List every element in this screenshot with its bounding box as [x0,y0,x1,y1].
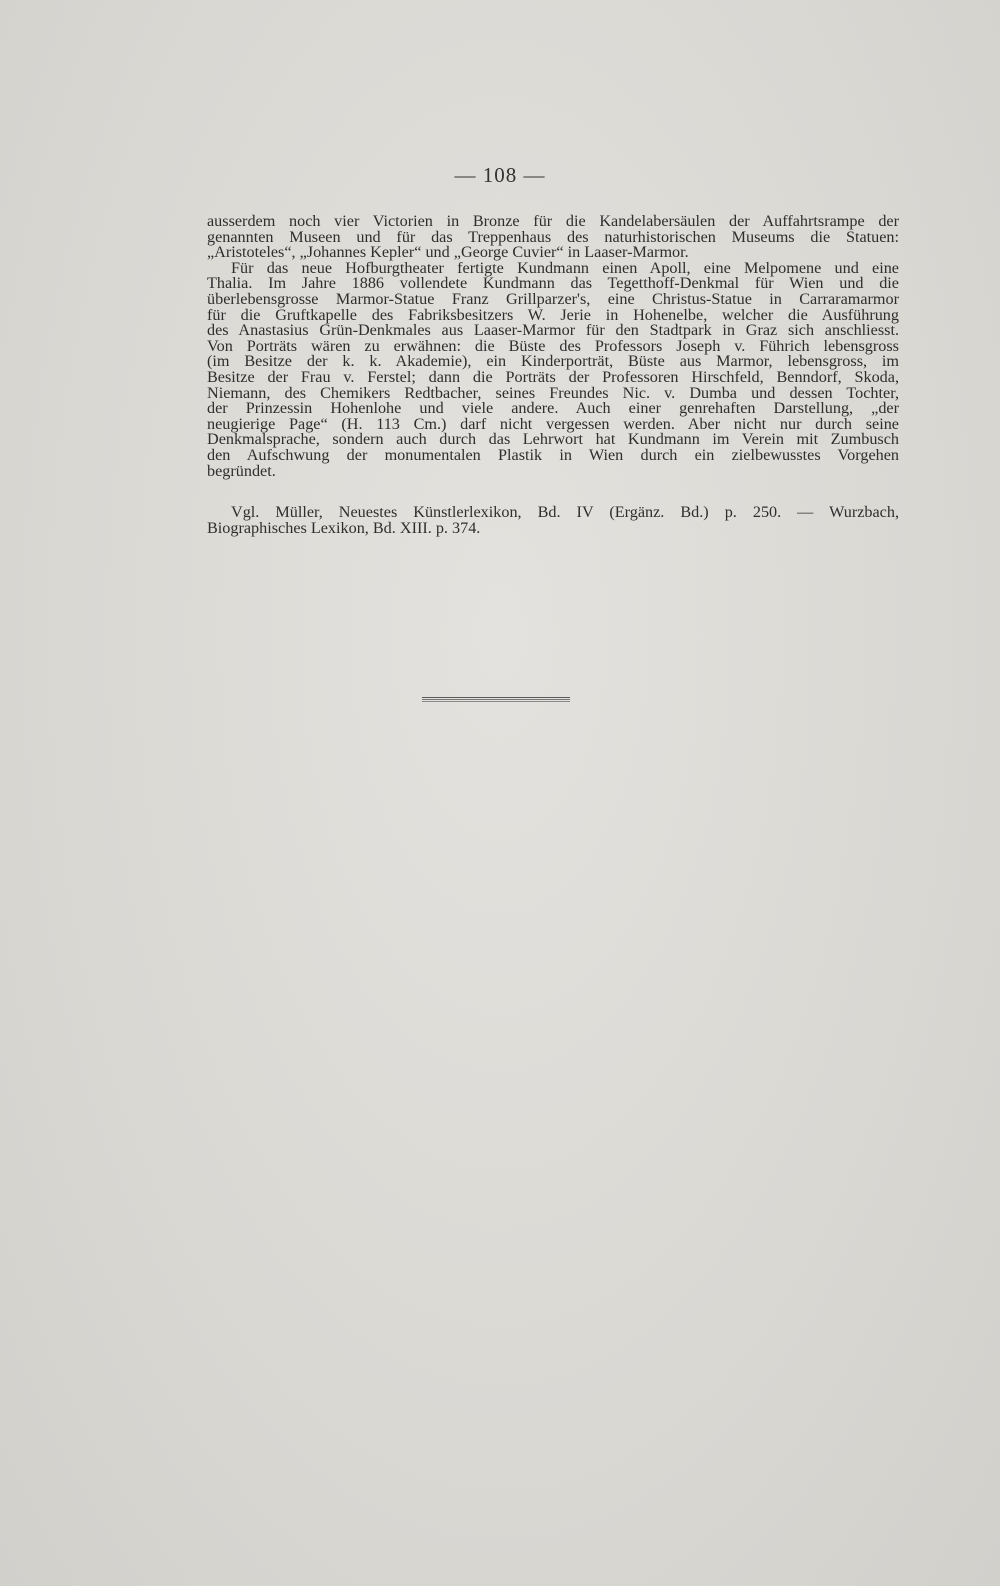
text-line: (im Besitze der k. k. Akademie), ein Kinderporträt, Büste aus Marmor, lebensgross, im [207,352,899,371]
text-line: Besitze der Frau v. Ferstel; dann die Porträts der Professoren Hirschfeld, Benndorf, Skoda, [207,367,899,386]
text-line: überlebensgrosse Marmor-Statue Franz Grillparzer's, eine Christus-Statue in Carraramarmor [207,289,899,308]
page-number: — 108 — [454,163,546,187]
rule-line [422,697,570,698]
reference-line: Vgl. Müller, Neuestes Künstlerlexikon, Bd. IV (Ergänz. Bd.) p. 250. — Wurzbach, [231,503,899,521]
text-line: ausserdem noch vier Victorien in Bronze für die Kandelabersäulen der Auffahrtsrampe der [207,212,899,230]
reference-line: Biographisches Lexikon, Bd. XIII. p. 374. [207,518,481,537]
closing-rule-ornament [422,697,570,703]
text-line: Niemann, des Chemikers Redtbacher, seines Freundes Nic. v. Dumba und dessen Tochter, [207,383,899,402]
rule-line [422,699,570,700]
text-line: für die Gruftkapelle des Fabriksbesitzers W. Jerie in Hohenelbe, welcher die Ausführung [207,305,899,324]
main-paragraph [207,214,899,479]
text-line: Von Porträts wären zu erwähnen: die Büste des Professors Joseph v. Führich lebensgross [207,336,899,355]
text-line: Denkmalsprache, sondern auch durch das Lehrwort hat Kundmann im Verein mit Zumbusch [207,430,899,449]
text-line: Thalia. Im Jahre 1886 vollendete Kundmann das Tegetthoff-Denkmal für Wien und die [207,274,899,293]
text-line: der Prinzessin Hohenlohe und viele andere. Auch einer genrehaften Darstellung, „der [207,399,899,418]
text-line: Für das neue Hofburgtheater fertigte Kundmann einen Apoll, eine Melpomene und eine [231,258,899,277]
text-line: des Anastasius Grün-Denkmales aus Laaser-Marmor für den Stadtpark in Graz sich anschliesst. [207,321,899,340]
rule-line [422,701,570,702]
text-line: den Aufschwung der monumentalen Plastik in Wien durch ein zielbewusstes Vorgehen [207,445,899,464]
text-line: neugierige Page“ (H. 113 Cm.) darf nicht vergessen werden. Aber nicht nur durch seine [207,414,899,433]
text-line: begründet. [207,461,276,480]
text-line: „Aristoteles“, „Johannes Kepler“ und „George Cuvier“ in Laaser-Marmor. [207,243,689,262]
reference-note [207,505,899,536]
text-line: genannten Museen und für das Treppenhaus des naturhistorischen Museums die Statuen: [207,227,899,246]
